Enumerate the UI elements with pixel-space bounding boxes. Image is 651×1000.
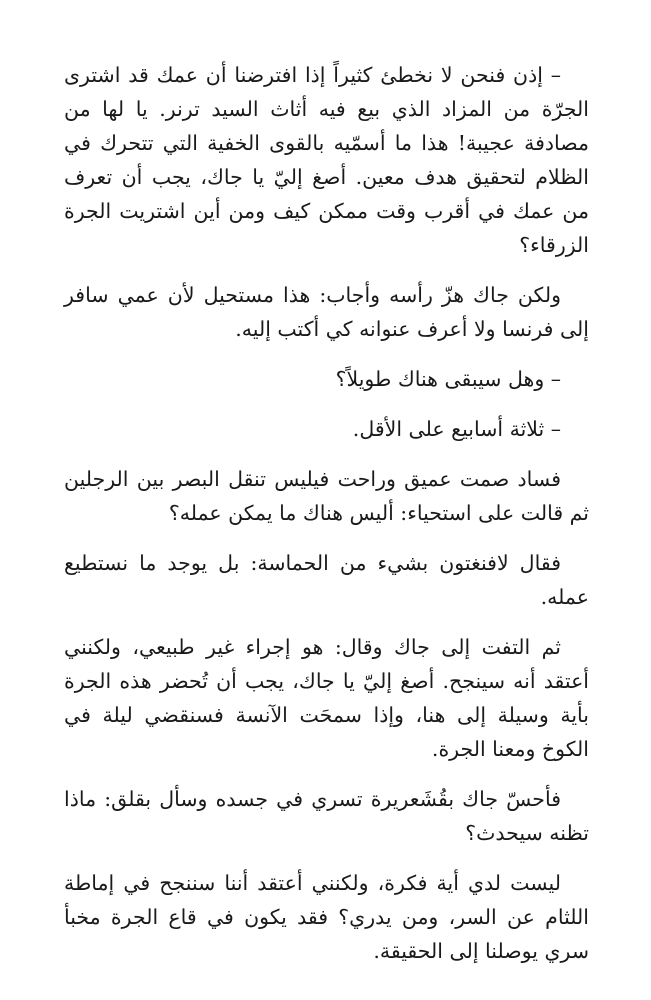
- paragraph-2: ولكن جاك هزّ رأسه وأجاب: هذا مستحيل لأن عمي سافر إلى فرنسا ولا أعرف عنوانه كي أكتب إليه.: [64, 283, 589, 341]
- paragraph-3: – وهل سيبقى هناك طويلاً؟: [335, 367, 561, 391]
- paragraph-5: فساد صمت عميق وراحت فيليس تنقل البصر بين الرجلين ثم قالت على استحياء: أليس هناك ما يمكن عمله؟: [64, 467, 589, 525]
- paragraph-1: – إذن فنحن لا نخطئ كثيراً إذا افترضنا أن عمك قد اشترى الجرّة من المزاد الذي بيع فيه أثاث السيد ترنر. يا لها من مصادفة عجيبة! هذا ما أسمّيه بالقوى الخفية التي تتحرك في الظلام لتحقيق هدف معين. أصغ إليّ يا جاك، يجب أن تعرف من عمك في أقرب وقت ممكن كيف ومن أين اشتريت الجرة الزرقاء؟: [64, 63, 589, 257]
- paragraph-7: ثم التفت إلى جاك وقال: هو إجراء غير طبيعي، ولكنني أعتقد أنه سينجح. أصغ إليّ يا جاك، يجب أن تُحضر هذه الجرة بأية وسيلة إلى هنا، وإذا سمحَت الآنسة فسنقضي ليلة في الكوخ ومعنا الجرة.: [64, 635, 589, 761]
- paragraph-4: – ثلاثة أسابيع على الأقل.: [352, 417, 561, 441]
- paragraph-6: فقال لافنغتون بشيء من الحماسة: بل يوجد ما نستطيع عمله.: [64, 551, 589, 609]
- paragraph-8: فأحسّ جاك بقُشَعريرة تسري في جسده وسأل بقلق: ماذا تظنه سيحدث؟: [64, 787, 589, 845]
- book-page: [64, 58, 589, 984]
- paragraph-9: ليست لدي أية فكرة، ولكنني أعتقد أننا سننجح في إماطة اللثام عن السر، ومن يدري؟ فقد يكون في قاع الجرة مخبأ سري يوصلنا إلى الحقيقة.: [64, 871, 589, 963]
